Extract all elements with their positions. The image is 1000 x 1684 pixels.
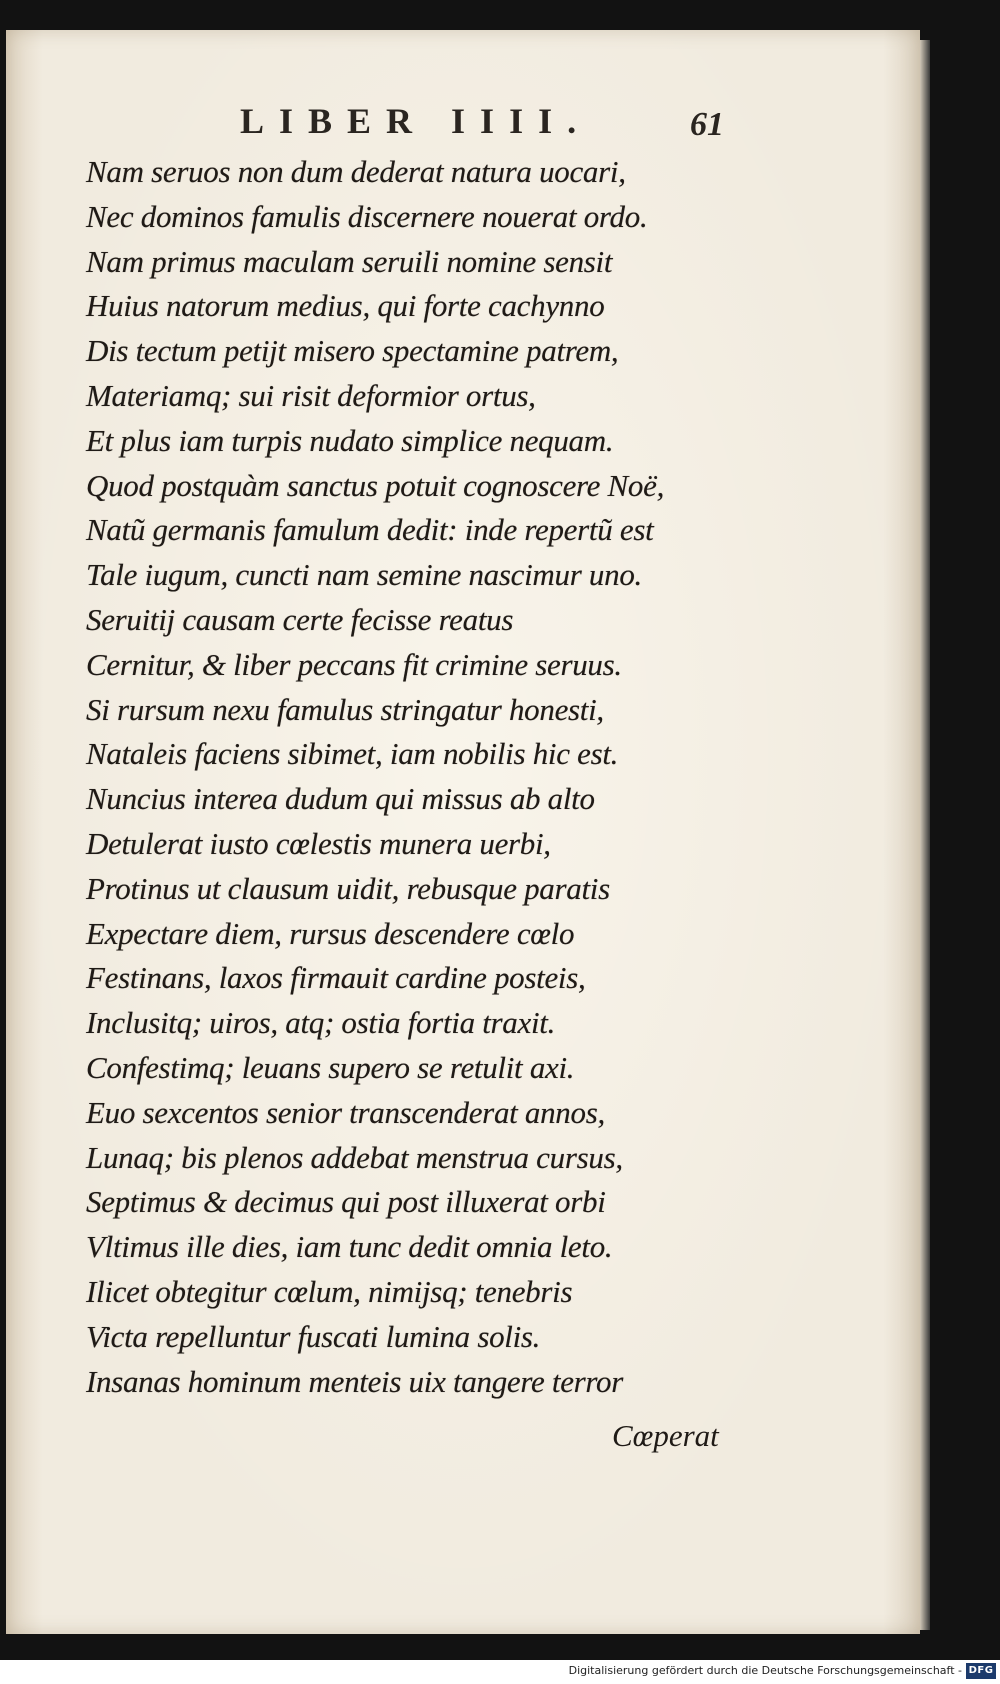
verse-line: Vltimus ille dies, iam tunc dedit omnia leto. (86, 1229, 613, 1265)
verse-line: Cernitur, & liber peccans fit crimine seruus. (86, 646, 622, 682)
verse-line: Euo sexcentos senior transcenderat annos, (86, 1094, 605, 1130)
verse-line: Huius natorum medius, qui forte cachynno (86, 288, 605, 324)
verse-line: Septimus & decimus qui post illuxerat orbi (86, 1184, 606, 1220)
verse-list (86, 150, 866, 1404)
catchword: Cœperat (612, 1418, 719, 1453)
verse-line: Nuncius interea dudum qui missus ab alto (86, 781, 595, 817)
running-head: LIBER IIII. (240, 101, 592, 141)
verse-line: Confestimq; leuans supero se retulit axi. (86, 1049, 575, 1085)
verse-line: Natũ germanis famulum dedit: inde repertũ est (86, 512, 654, 548)
verse-line: Nataleis faciens sibimet, iam nobilis hic est. (86, 736, 619, 772)
dfg-logo-icon: DFG (966, 1663, 996, 1679)
page-edge (920, 40, 930, 1630)
verse-line: Et plus iam turpis nudato simplice nequam. (86, 422, 614, 458)
verse-line: Protinus ut clausum uidit, rebusque paratis (86, 870, 610, 906)
verse-line: Quod postquàm sanctus potuit cognoscere Noë, (86, 467, 665, 503)
verse-line: Materiamq; sui risit deformior ortus, (86, 377, 536, 413)
verse-line: Tale iugum, cuncti nam semine nascimur uno. (86, 557, 642, 593)
verse-line: Lunaq; bis plenos addebat menstrua cursus, (86, 1139, 623, 1175)
verse-line: Nam seruos non dum dederat natura uocari, (86, 154, 626, 189)
verse-line: Dis tectum petijt misero spectamine patrem, (86, 333, 619, 369)
folio-number: 61 (690, 106, 724, 143)
verse-line: Inclusitq; uiros, atq; ostia fortia traxit. (86, 1005, 556, 1041)
verse-line: Insanas hominum menteis uix tangere terror (86, 1363, 624, 1399)
footer-bar (0, 1660, 1000, 1684)
verse-line: Festinans, laxos firmauit cardine posteis, (86, 960, 586, 996)
verse-line: Seruitij causam certe fecisse reatus (86, 601, 514, 637)
verse-line: Si rursum nexu famulus stringatur honesti, (86, 691, 604, 727)
verse-line: Expectare diem, rursus descendere cœlo (86, 915, 575, 951)
verse-line: Nam primus maculam seruili nomine sensit (86, 243, 613, 279)
verse-line: Victa repelluntur fuscati lumina solis. (86, 1318, 541, 1354)
verse-line: Ilicet obtegitur cœlum, nimijsq; tenebris (86, 1273, 573, 1309)
verse-line: Nec dominos famulis discernere nouerat ordo. (86, 198, 648, 234)
footer-credit: Digitalisierung gefördert durch die Deutsche Forschungsgemeinschaft - (568, 1664, 962, 1677)
verse-line: Detulerat iusto cœlestis munera uerbi, (86, 825, 551, 861)
